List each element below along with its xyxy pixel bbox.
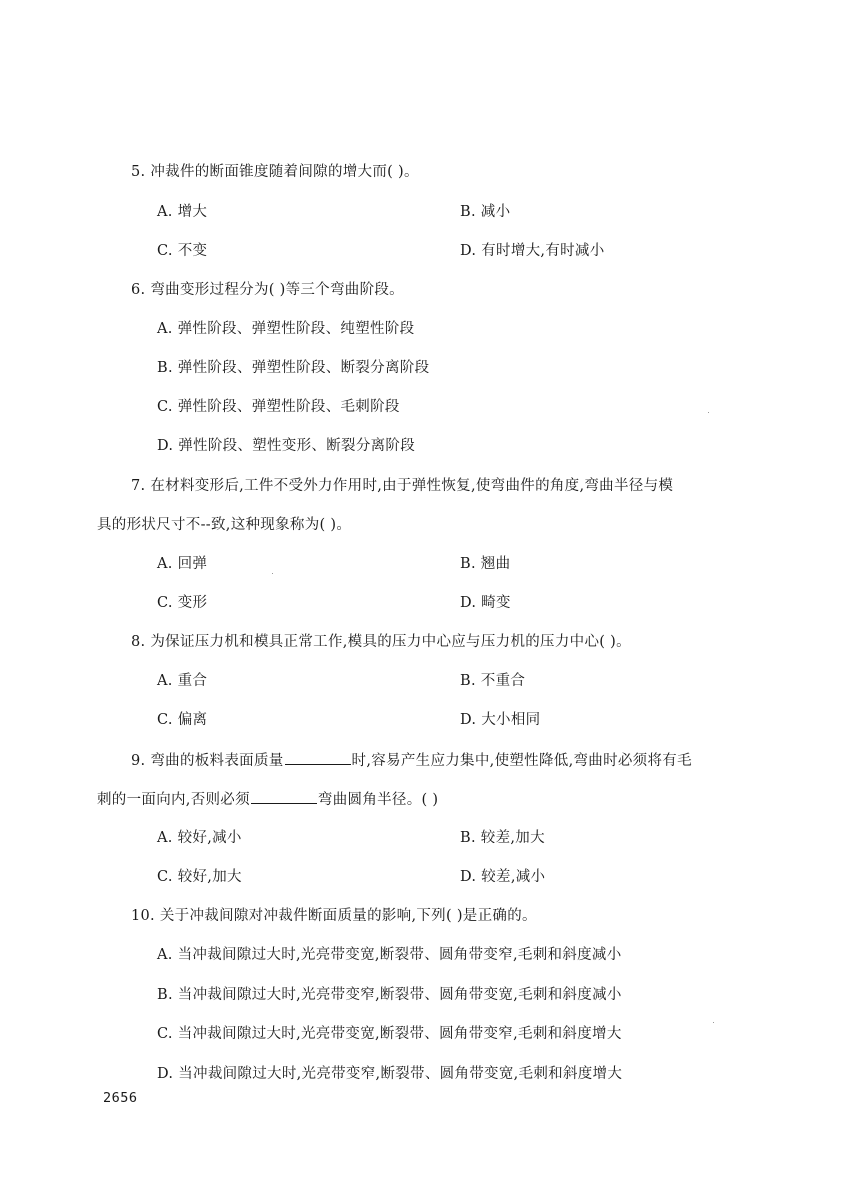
question-6-option-b: B. 弹性阶段、弹塑性阶段、断裂分离阶段 — [157, 360, 430, 376]
scan-speck — [708, 412, 709, 413]
question-9-option-d: D. 较差,减小 — [460, 869, 546, 885]
question-6-option-c: C. 弹性阶段、弹塑性阶段、毛刺阶段 — [157, 399, 400, 415]
answer-blank — [251, 789, 317, 804]
question-9-option-b: B. 较差,加大 — [460, 830, 545, 846]
question-9-stem-line-2-part-2: 弯曲圆角半径。( ) — [317, 792, 439, 808]
question-8-option-a: A. 重合 — [157, 673, 208, 689]
question-7-option-a: A. 回弹 — [157, 556, 208, 572]
question-8-stem: 8. 为保证压力机和模具正常工作,模具的压力中心应与压力机的压力中心( )。 — [131, 634, 631, 650]
question-5-option-c: C. 不变 — [157, 243, 208, 259]
question-5-stem: 5. 冲裁件的断面锥度随着间隙的增大而( )。 — [131, 164, 419, 180]
question-7-option-b: B. 翘曲 — [460, 556, 511, 572]
answer-blank — [285, 750, 351, 765]
question-10-stem: 10. 关于冲裁间隙对冲裁件断面质量的影响,下列( )是正确的。 — [131, 908, 537, 924]
question-8-option-b: B. 不重合 — [460, 673, 526, 689]
question-10-option-d: D. 当冲裁间隙过大时,光亮带变窄,断裂带、圆角带变宽,毛刺和斜度增大 — [157, 1066, 623, 1082]
question-8-option-d: D. 大小相同 — [460, 712, 541, 728]
scan-speck — [713, 1022, 714, 1023]
question-9-stem-line-2 — [97, 789, 438, 810]
question-10-option-b: B. 当冲裁间隙过大时,光亮带变窄,断裂带、圆角带变宽,毛刺和斜度减小 — [157, 987, 622, 1003]
question-8-option-c: C. 偏离 — [157, 712, 208, 728]
question-6-option-d: D. 弹性阶段、塑性变形、断裂分离阶段 — [157, 438, 416, 454]
question-5-option-a: A. 增大 — [157, 204, 208, 220]
question-10-option-a: A. 当冲裁间隙过大时,光亮带变宽,断裂带、圆角带变窄,毛刺和斜度减小 — [157, 947, 622, 963]
question-9-option-a: A. 较好,减小 — [157, 830, 242, 846]
question-9-stem-line-1-part-1: 9. 弯曲的板料表面质量 — [131, 753, 284, 769]
question-6-option-a: A. 弹性阶段、弹塑性阶段、纯塑性阶段 — [157, 321, 415, 337]
question-6-stem: 6. 弯曲变形过程分为( )等三个弯曲阶段。 — [131, 282, 404, 298]
question-9-stem-line-2-part-1: 刺的一面向内,否则必须 — [97, 792, 250, 808]
page-number: 2656 — [103, 1090, 138, 1106]
question-10-option-c: C. 当冲裁间隙过大时,光亮带变宽,断裂带、圆角带变窄,毛刺和斜度增大 — [157, 1026, 622, 1042]
question-7-option-d: D. 畸变 — [460, 595, 511, 611]
scan-speck — [272, 573, 273, 574]
question-7-stem-line-1: 7. 在材料变形后,工件不受外力作用时,由于弹性恢复,使弯曲件的角度,弯曲半径与模 — [131, 478, 674, 494]
question-5-option-d: D. 有时增大,有时减小 — [460, 243, 605, 259]
question-9-stem-line-1-part-2: 时,容易产生应力集中,使塑性降低,弯曲时必须将有毛 — [351, 753, 692, 769]
question-7-option-c: C. 变形 — [157, 595, 208, 611]
question-5-option-b: B. 减小 — [460, 204, 511, 220]
question-9-option-c: C. 较好,加大 — [157, 869, 242, 885]
question-7-stem-line-2: 具的形状尺寸不--致,这种现象称为( )。 — [97, 517, 352, 533]
question-9-stem-line-1 — [131, 750, 692, 771]
